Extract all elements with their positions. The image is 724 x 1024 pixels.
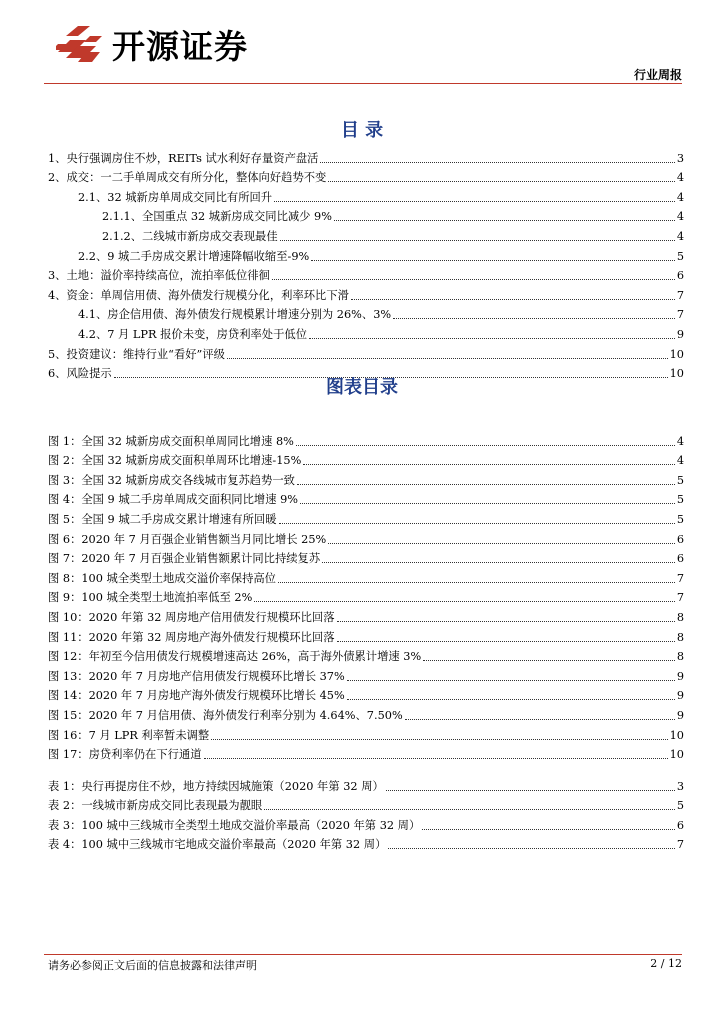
- entry-page: 9: [676, 689, 684, 703]
- dot-leader: [337, 641, 675, 642]
- entry-label: 央行再提房住不炒，地方持续因城施策（2020 年第 32 周）: [81, 779, 384, 793]
- entry-number: 图 4：: [48, 493, 82, 507]
- entry-number: 图 10：: [48, 610, 89, 624]
- dot-leader: [320, 162, 674, 163]
- figure-entry[interactable]: [48, 586, 684, 606]
- dot-leader: [211, 739, 667, 740]
- entry-number: 1、: [48, 151, 67, 165]
- figure-entry[interactable]: [48, 429, 684, 449]
- entry-page: 10: [669, 367, 684, 381]
- figure-entry[interactable]: [48, 684, 684, 704]
- dot-leader: [311, 260, 675, 261]
- figure-entry[interactable]: [48, 507, 684, 527]
- entry-label: 2020 年 7 月百强企业销售额当月同比增长 25%: [81, 532, 327, 546]
- dot-leader: [322, 562, 675, 563]
- entry-number: 6、: [48, 367, 67, 381]
- entry-number: 表 1：: [48, 779, 82, 793]
- brand-mark-icon: [56, 22, 106, 66]
- entry-label: 2020 年 7 月房地产信用债发行规模环比增长 37%: [88, 669, 345, 683]
- figure-entry[interactable]: [48, 723, 684, 743]
- company-logo: [56, 20, 248, 68]
- figure-entry[interactable]: [48, 449, 684, 469]
- dot-leader: [296, 445, 675, 446]
- entry-number: 图 13：: [48, 669, 89, 683]
- entry-number: 3、: [48, 269, 67, 283]
- entry-label: 7 月 LPR 报价未变，房贷利率处于低位: [107, 327, 307, 341]
- toc-entry[interactable]: [48, 283, 684, 303]
- dot-leader: [303, 464, 674, 465]
- dot-leader: [254, 601, 675, 602]
- dot-leader: [328, 181, 674, 182]
- entry-page: 4: [676, 229, 684, 243]
- dot-leader: [405, 719, 675, 720]
- entry-page: 10: [669, 347, 684, 361]
- entry-number: 表 3：: [48, 818, 82, 832]
- entry-number: 4.2、: [78, 327, 108, 341]
- entry-label: 央行强调房住不炒，REITs 试水利好存量资产盘活: [66, 151, 319, 165]
- entry-number: 图 11：: [48, 630, 89, 644]
- toc-title: 目 录: [340, 120, 384, 141]
- toc-entry[interactable]: [48, 322, 684, 342]
- entry-number: 表 4：: [48, 838, 82, 852]
- figures-title: 图表目录: [326, 377, 398, 398]
- entry-number: 图 17：: [48, 748, 89, 762]
- entry-number: 图 8：: [48, 571, 82, 585]
- header-divider: [44, 83, 682, 84]
- dot-leader: [278, 582, 675, 583]
- table-entry[interactable]: [48, 794, 684, 814]
- table-entry[interactable]: [48, 833, 684, 853]
- entry-label: 风险提示: [66, 367, 112, 381]
- entry-page: 4: [676, 210, 684, 224]
- figure-entry[interactable]: [48, 605, 684, 625]
- entry-page: 9: [676, 708, 684, 722]
- dot-leader: [309, 338, 675, 339]
- entry-page: 6: [676, 269, 684, 283]
- entry-label: 2020 年第 32 周房地产海外债发行规模环比回落: [88, 630, 335, 644]
- entry-number: 5、: [48, 347, 67, 361]
- entry-number: 图 1：: [48, 434, 82, 448]
- figure-entry[interactable]: [48, 488, 684, 508]
- entry-label: 全国 32 城新房成交面积单周同比增速 8%: [81, 434, 294, 448]
- figure-list: [48, 429, 684, 762]
- page-number: 2 / 12: [650, 957, 682, 970]
- entry-page: 10: [669, 748, 684, 762]
- dot-leader: [227, 358, 668, 359]
- entry-number: 4.1、: [78, 308, 108, 322]
- toc-entry[interactable]: [48, 264, 684, 284]
- entry-label: 100 城中三线城市全类型土地成交溢价率最高（2020 年第 32 周）: [81, 818, 421, 832]
- figure-entry[interactable]: [48, 527, 684, 547]
- entry-number: 图 9：: [48, 591, 82, 605]
- toc-entry[interactable]: [48, 224, 684, 244]
- entry-number: 2.2、: [78, 249, 108, 263]
- entry-number: 图 16：: [48, 728, 89, 742]
- entry-label: 土地：溢价率持续高位，流拍率低位徘徊: [66, 269, 270, 283]
- dot-leader: [334, 220, 675, 221]
- toc-entry[interactable]: [48, 166, 684, 186]
- entry-label: 全国 9 城二手房单周成交面积同比增速 9%: [81, 493, 299, 507]
- entry-page: 7: [676, 591, 684, 605]
- entry-number: 图 5：: [48, 512, 82, 526]
- entry-page: 6: [676, 552, 684, 566]
- entry-number: 图 14：: [48, 689, 89, 703]
- dot-leader: [274, 201, 675, 202]
- entry-number: 图 6：: [48, 532, 82, 546]
- dot-leader: [393, 318, 675, 319]
- footer-disclaimer: 请务必参阅正文后面的信息披露和法律声明: [48, 959, 257, 972]
- footer-divider: [44, 954, 682, 955]
- dot-leader: [386, 790, 675, 791]
- dot-leader: [422, 829, 675, 830]
- entry-label: 房贷利率仍在下行通道: [88, 748, 202, 762]
- entry-page: 7: [676, 838, 684, 852]
- toc-entry[interactable]: [48, 342, 684, 362]
- entry-page: 3: [676, 151, 684, 165]
- figure-entry[interactable]: [48, 664, 684, 684]
- toc-entry[interactable]: [48, 244, 684, 264]
- toc-entry[interactable]: [48, 185, 684, 205]
- entry-label: 年初至今信用债发行规模增速高达 26%，高于海外债累计增速 3%: [88, 650, 422, 664]
- entry-page: 5: [676, 799, 684, 813]
- figure-entry[interactable]: [48, 566, 684, 586]
- report-type: 行业周报: [633, 68, 682, 82]
- entry-label: 一线城市新房成交同比表现最为靓眼: [81, 799, 263, 813]
- entry-number: 2.1.2、: [102, 229, 143, 243]
- dot-leader: [328, 543, 675, 544]
- entry-label: 二线城市新房成交表现最佳: [142, 229, 278, 243]
- entry-page: 5: [676, 512, 684, 526]
- dot-leader: [423, 660, 675, 661]
- figure-entry[interactable]: [48, 743, 684, 763]
- brand-name: 开源证券: [112, 26, 248, 66]
- figure-entry[interactable]: [48, 645, 684, 665]
- entry-page: 6: [676, 818, 684, 832]
- entry-label: 投资建议：维持行业“看好”评级: [66, 347, 225, 361]
- entry-label: 100 城全类型土地流拍率低至 2%: [81, 591, 253, 605]
- entry-label: 房企信用债、海外债发行规模累计增速分别为 26%、3%: [107, 308, 392, 322]
- dot-leader: [280, 240, 675, 241]
- table-list: [48, 774, 684, 852]
- dot-leader: [337, 621, 675, 622]
- entry-page: 8: [676, 610, 684, 624]
- entry-label: 资金：单周信用债、海外债发行规模分化，利率环比下滑: [66, 288, 349, 302]
- toc-entry[interactable]: [48, 146, 684, 166]
- entry-page: 5: [676, 473, 684, 487]
- entry-page: 5: [676, 249, 684, 263]
- entry-number: 图 7：: [48, 552, 82, 566]
- entry-page: 8: [676, 630, 684, 644]
- entry-label: 成交：一二手单周成交有所分化，整体向好趋势不变: [66, 171, 327, 185]
- entry-label: 2020 年 7 月房地产海外债发行规模环比增长 45%: [88, 689, 345, 703]
- entry-label: 9 城二手房成交累计增速降幅收缩至-9%: [107, 249, 310, 263]
- figure-entry[interactable]: [48, 468, 684, 488]
- entry-label: 2020 年 7 月百强企业销售额累计同比持续复苏: [81, 552, 321, 566]
- toc-entry[interactable]: [48, 303, 684, 323]
- entry-page: 4: [676, 171, 684, 185]
- entry-number: 表 2：: [48, 799, 82, 813]
- entry-page: 4: [676, 190, 684, 204]
- entry-page: 5: [676, 493, 684, 507]
- entry-label: 全国 32 城新房成交各线城市复苏趋势一致: [81, 473, 295, 487]
- figure-entry[interactable]: [48, 625, 684, 645]
- toc-list: [48, 146, 684, 381]
- entry-number: 图 15：: [48, 708, 89, 722]
- dot-leader: [347, 699, 675, 700]
- entry-label: 7 月 LPR 利率暂未调整: [88, 728, 210, 742]
- entry-label: 全国 32 城新房成交面积单周环比增速-15%: [81, 454, 302, 468]
- entry-number: 图 3：: [48, 473, 82, 487]
- dot-leader: [264, 809, 675, 810]
- dot-leader: [347, 680, 675, 681]
- toc-entry[interactable]: [48, 205, 684, 225]
- table-entry[interactable]: [48, 813, 684, 833]
- dot-leader: [279, 523, 675, 524]
- entry-page: 7: [676, 288, 684, 302]
- entry-page: 4: [676, 434, 684, 448]
- dot-leader: [204, 758, 668, 759]
- entry-page: 7: [676, 308, 684, 322]
- dot-leader: [388, 848, 674, 849]
- entry-number: 4、: [48, 288, 67, 302]
- entry-label: 100 城中三线城市宅地成交溢价率最高（2020 年第 32 周）: [81, 838, 387, 852]
- entry-number: 2.1.1、: [102, 210, 143, 224]
- entry-label: 全国 9 城二手房成交累计增速有所回暖: [81, 512, 277, 526]
- entry-number: 2.1、: [78, 190, 108, 204]
- dot-leader: [297, 484, 675, 485]
- entry-page: 3: [676, 779, 684, 793]
- entry-label: 全国重点 32 城新房成交同比减少 9%: [142, 210, 332, 224]
- entry-page: 9: [676, 669, 684, 683]
- entry-label: 2020 年 7 月信用债、海外债发行利率分别为 4.64%、7.50%: [88, 708, 403, 722]
- entry-label: 32 城新房单周成交同比有所回升: [107, 190, 273, 204]
- entry-label: 2020 年第 32 周房地产信用债发行规模环比回落: [88, 610, 335, 624]
- entry-page: 8: [676, 650, 684, 664]
- entry-number: 图 2：: [48, 454, 82, 468]
- figure-entry[interactable]: [48, 547, 684, 567]
- entry-page: 10: [669, 728, 684, 742]
- table-entry[interactable]: [48, 774, 684, 794]
- dot-leader: [351, 299, 675, 300]
- entry-number: 2、: [48, 171, 67, 185]
- entry-page: 9: [676, 327, 684, 341]
- entry-page: 4: [676, 454, 684, 468]
- dot-leader: [300, 503, 675, 504]
- entry-page: 7: [676, 571, 684, 585]
- figure-entry[interactable]: [48, 703, 684, 723]
- entry-page: 6: [676, 532, 684, 546]
- entry-number: 图 12：: [48, 650, 89, 664]
- dot-leader: [272, 279, 675, 280]
- entry-label: 100 城全类型土地成交溢价率保持高位: [81, 571, 276, 585]
